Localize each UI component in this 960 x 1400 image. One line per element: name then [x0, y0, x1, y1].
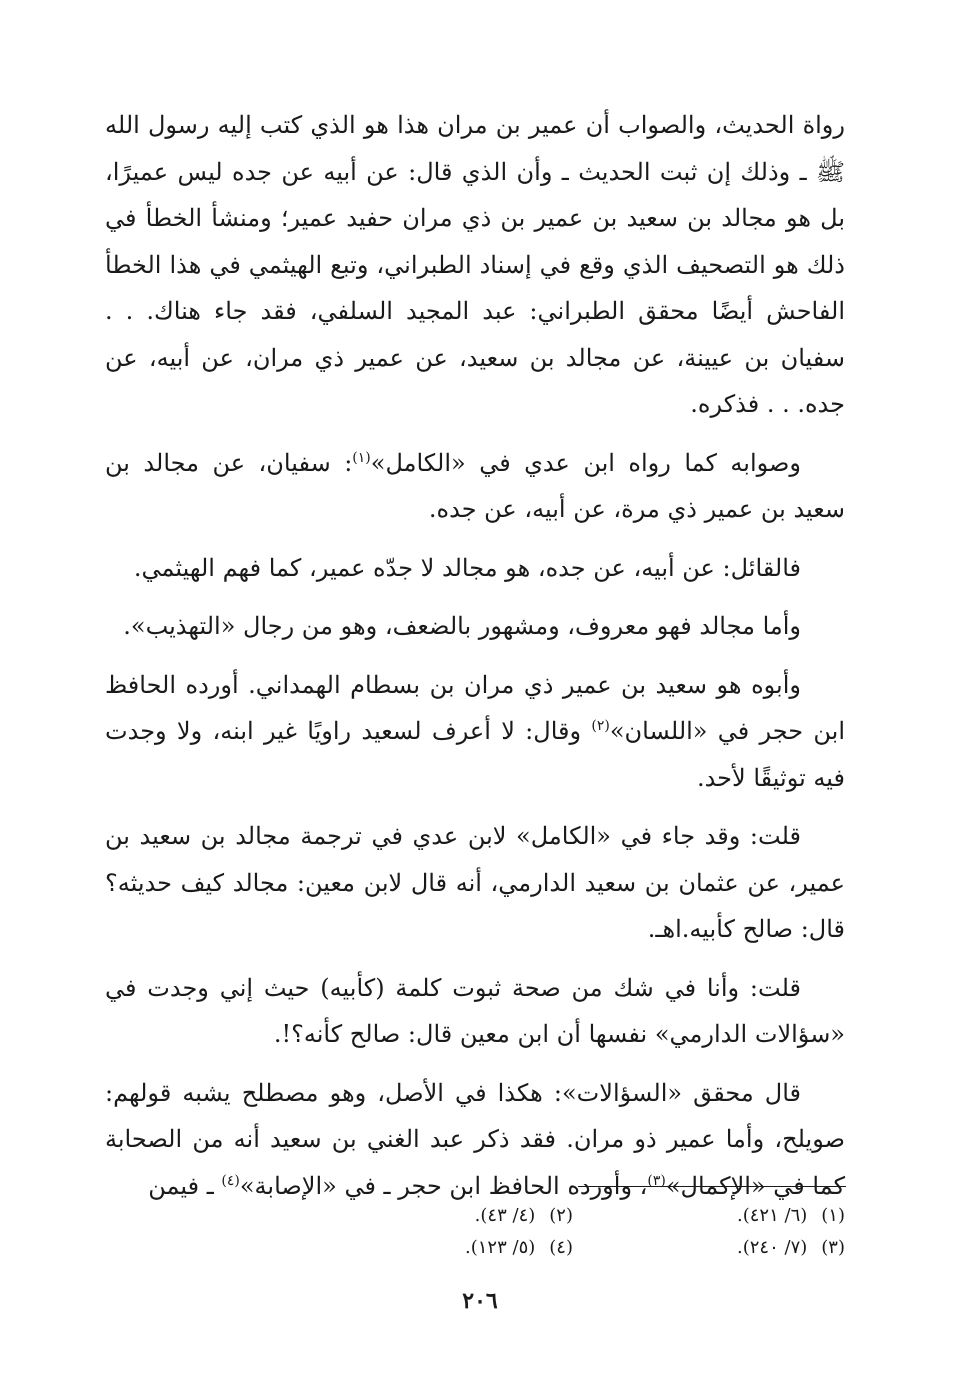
footnote-number: (١): [821, 1205, 845, 1226]
footnote: [301, 1200, 573, 1232]
paragraph-text: فالقائل: عن أبيه، عن جده، هو مجالد لا جدّه عمير، كما فهم الهيثمي.: [133, 553, 801, 582]
paragraph-4: [105, 603, 845, 650]
footnote-reference: (٣): [647, 1172, 666, 1189]
paragraph-text: وأبوه هو سعيد بن عمير ذي مران بن بسطام الهمداني. أورده الحافظ ابن حجر في «اللسان»: [105, 670, 845, 745]
paragraph-5: [105, 662, 845, 802]
footnote-number: (٢): [549, 1205, 573, 1226]
paragraph-text: ، وأورده الحافظ ابن حجر ـ في «الإصابة»: [239, 1171, 648, 1200]
paragraph-text: وأما مجالد فهو معروف، ومشهور بالضعف، وهو من رجال «التهذيب».: [123, 612, 801, 640]
paragraph-text: وقال: لا أعرف لسعيد راويًا غير ابنه، ولا وجدت فيه توثيقًا لأحد.: [105, 717, 845, 792]
footnote-number: (٤): [549, 1237, 573, 1258]
paragraph-text: وصوابه كما رواه ابن عدي في «الكامل»: [370, 448, 801, 477]
footnote-row: [300, 1200, 845, 1232]
paragraph-6: [105, 813, 845, 953]
paragraph-text: قلت: وقد جاء في «الكامل» لابن عدي في ترجمة مجالد بن سعيد بن عمير، عن عثمان بن سعيد الدارمي، أنه قال لابن معين: مجالد كيف حديثه؟ قال: صالح كأبيه.اهـ.: [105, 822, 845, 943]
footnotes: [300, 1200, 845, 1264]
paragraph-1: [105, 102, 845, 428]
paragraph-text: ـ فيمن: [148, 1171, 222, 1200]
footnote-number: (٣): [821, 1237, 845, 1258]
footnote-text: (٥/ ١٢٣).: [465, 1237, 536, 1258]
footnote: [573, 1200, 845, 1232]
footnote-text: (٦/ ٤٢١).: [737, 1205, 808, 1226]
paragraph-text: : سفيان، عن مجالد بن سعيد بن عمير ذي مرة، عن أبيه، عن جده.: [105, 448, 845, 523]
paragraph-8: [105, 1070, 845, 1210]
main-text: [105, 102, 845, 1221]
footnote: [301, 1232, 573, 1264]
paragraph-2: [105, 440, 845, 533]
footnote-text: (٧/ ٢٤٠).: [737, 1237, 808, 1258]
page-number: ٢٠٦: [462, 1288, 498, 1314]
paragraph-7: [105, 965, 845, 1058]
paragraph-text: قال محقق «السؤالات»: هكذا في الأصل، وهو مصطلح يشبه قولهم: صويلح، وأما عمير ذو مران. فقد ذكر عبد الغني بن سعيد أنه من الصحابة كما في «الإكمال»: [105, 1078, 845, 1200]
paragraph-text: قلت: وأنا في شك من صحة ثبوت كلمة (كأبيه) حيث إني وجدت في «سؤالات الدارمي» نفسها أن ابن معين قال: صالح كأنه؟!.: [105, 973, 845, 1048]
footnote-separator: [578, 1186, 846, 1187]
footnote-reference: (٢): [591, 718, 610, 734]
footnote-reference: (٤): [221, 1172, 240, 1189]
footnote-row: [300, 1232, 845, 1264]
paragraph-text: رواة الحديث، والصواب أن عمير بن مران هذا هو الذي كتب إليه رسول الله ﷺ ـ وذلك إن ثبت الحديث ـ وأن الذي قال: عن أبيه عن جده ليس عميرًا، بل هو مجالد بن سعيد بن عمير بن ذي مران حفيد عمير؛ ومنشأ الخطأ في ذلك هو التصحيف الذي وقع في إسناد الطبراني، وتبع الهيثمي في هذا الخطأ الفاحش أيضًا محقق الطبراني: عبد المجيد السلفي، فقد جاء هناك. . . سفيان بن عيينة، عن مجالد بن سعيد، عن عمير ذي مران، عن أبيه، عن جده. . . فذكره.: [105, 111, 846, 418]
footnote: [573, 1232, 845, 1264]
paragraph-3: [105, 545, 845, 592]
footnote-reference: (١): [352, 449, 371, 466]
footnote-text: (٤/ ٤٣).: [474, 1205, 536, 1226]
